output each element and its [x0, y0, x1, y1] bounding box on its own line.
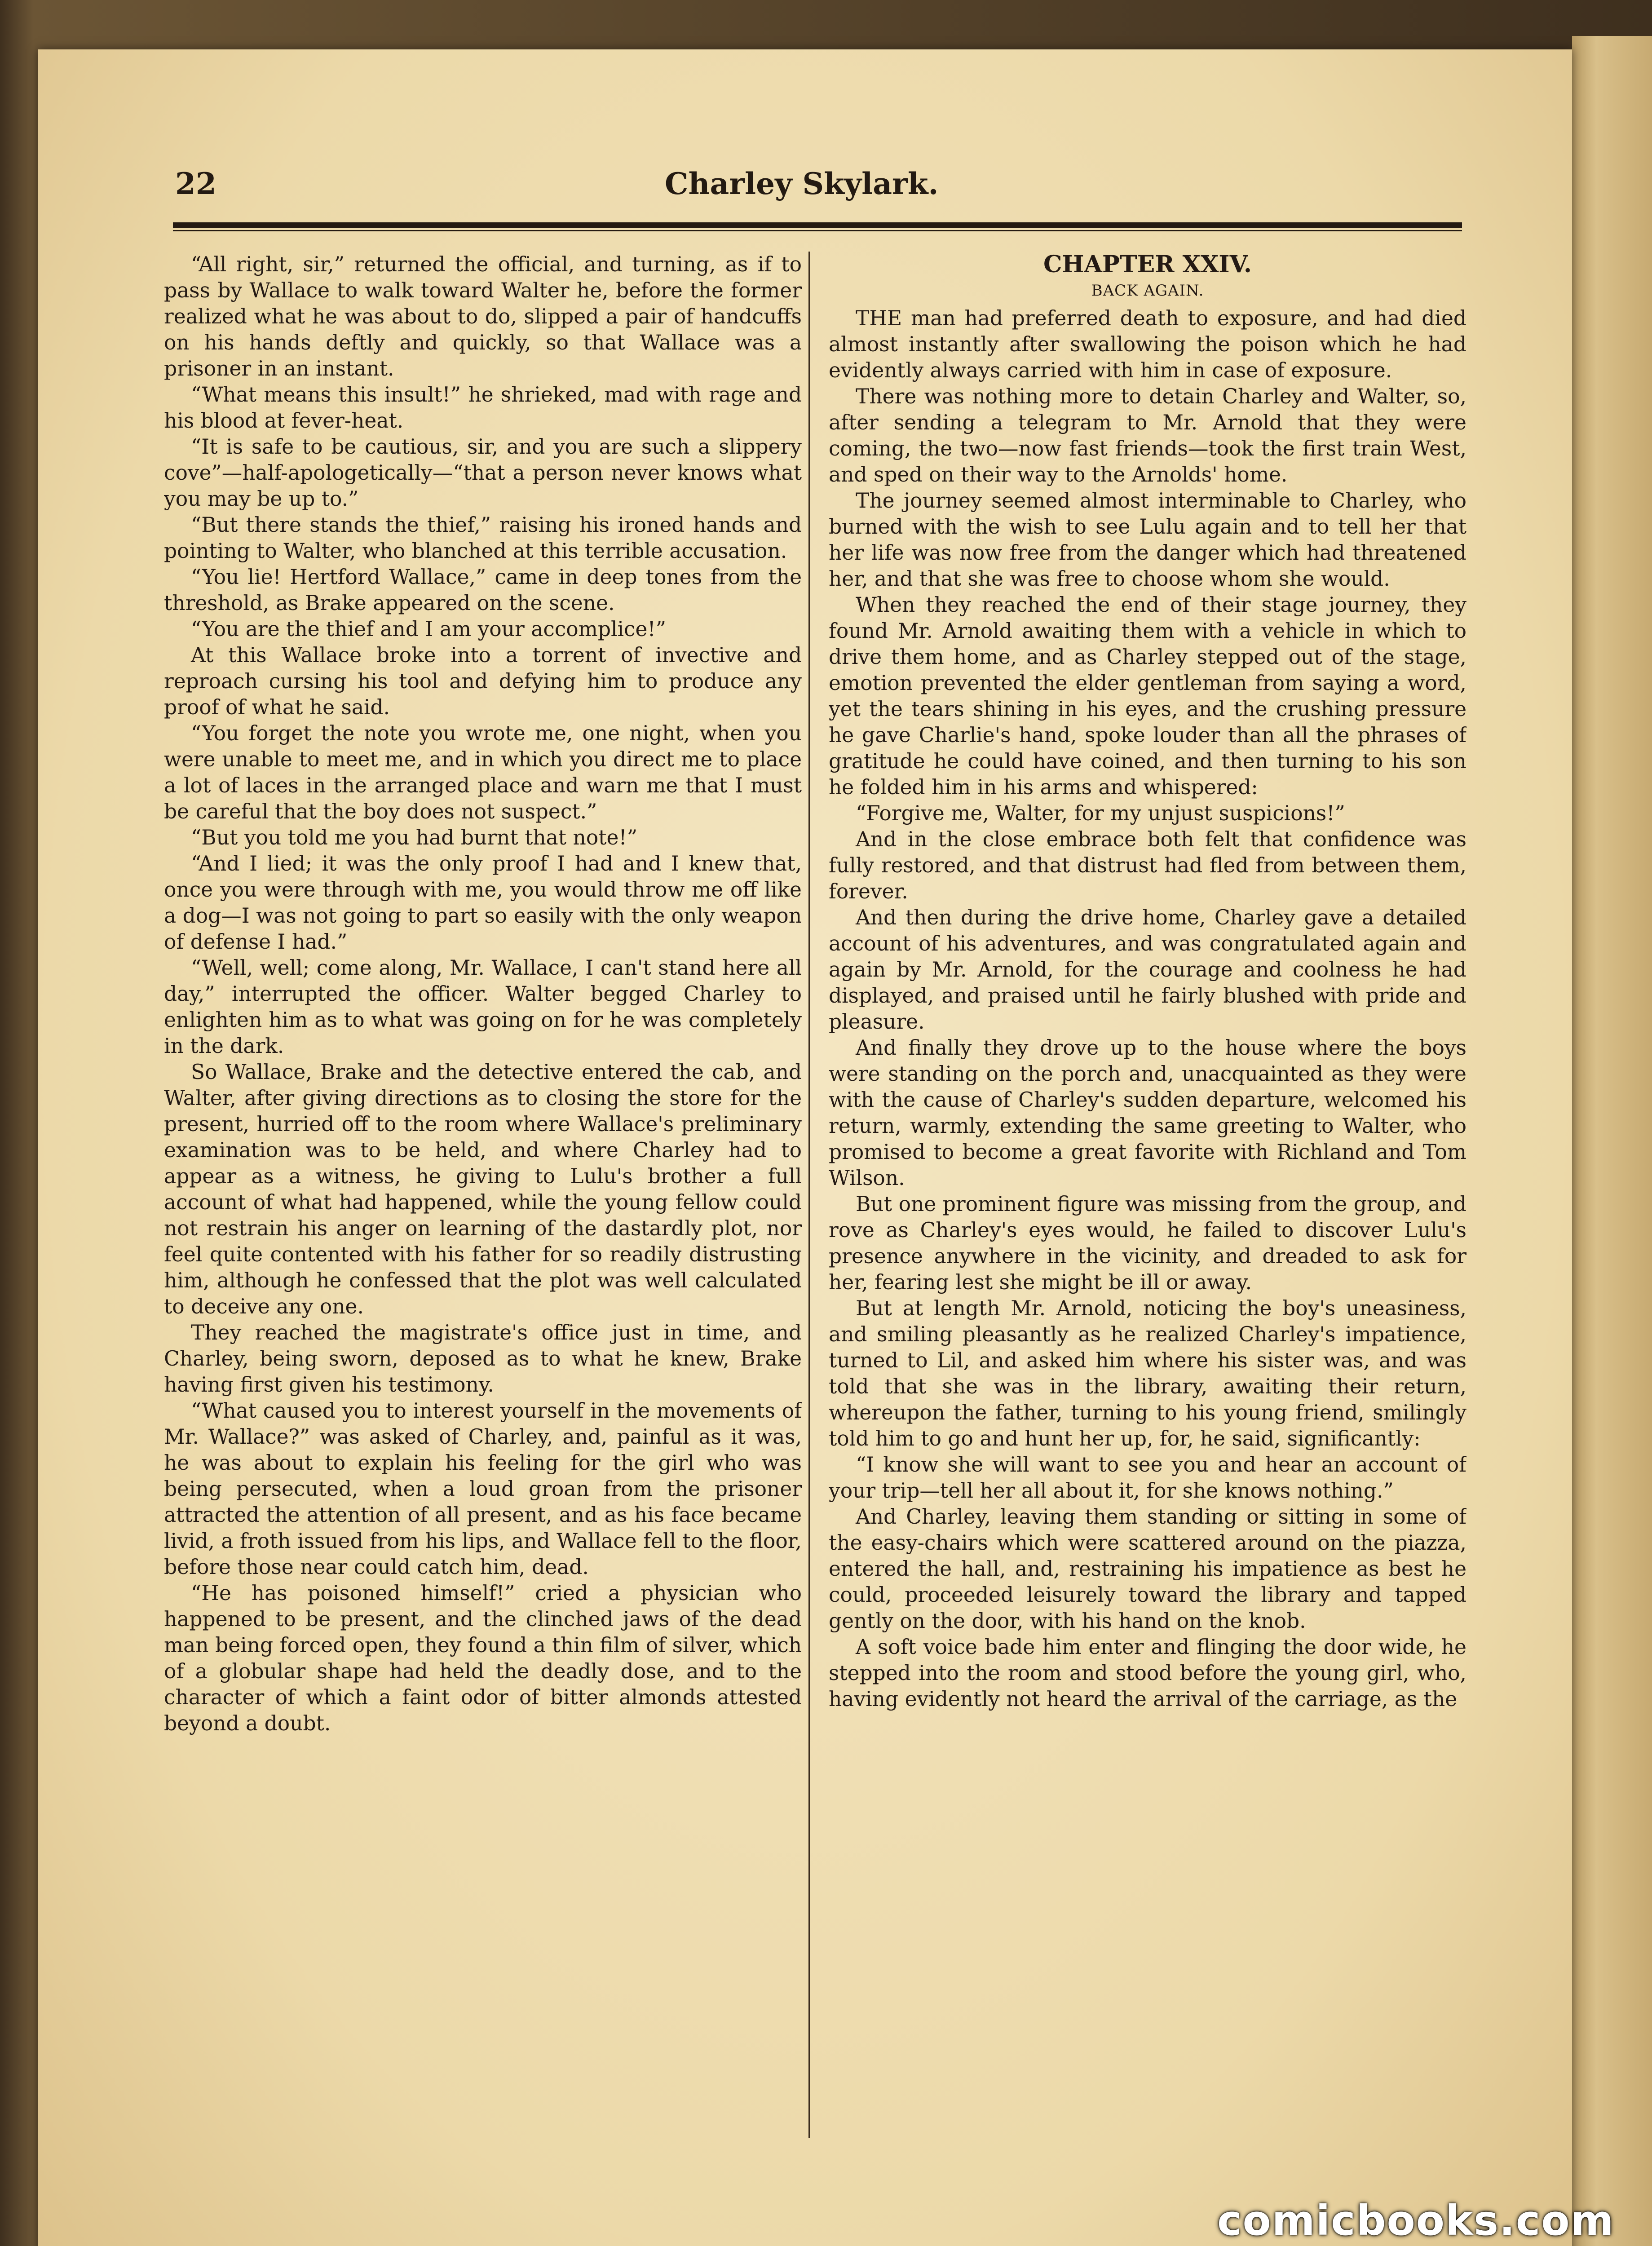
page-header — [135, 166, 1464, 216]
paragraph: And finally they drove up to the house where the boys were standing on the porch and, unacquainted as they were with the cause of Charley's sudden departure, welcomed his return, warmly, extending the same greeting to Walter, who promised to become a great favorite with Richland and Tom Wilson. — [829, 1036, 1466, 1190]
running-title: Charley Skylark. — [665, 166, 939, 201]
header-rule-thin — [173, 230, 1462, 231]
page-number: 22 — [175, 166, 216, 201]
paragraph: “What means this insult!” he shrieked, mad with rage and his blood at fever-heat. — [164, 383, 802, 433]
paragraph: “He has poisoned himself!” cried a physician who happened to be present, and the clinched jaws of the dead man being forced open, they found a thin film of silver, which of a globular shape had held the deadly dose, and to the character of which a faint odor of bitter almonds attested beyond a doubt. — [164, 1581, 802, 1735]
paragraph: “It is safe to be cautious, sir, and you are such a slippery cove”—half-apologetically—“that a person never knows what you may be up to.” — [164, 435, 802, 511]
left-column — [164, 252, 802, 2161]
paragraph: “All right, sir,” returned the official, and turning, as if to pass by Wallace to walk toward Walter he, before the former realized what he was about to do, slipped a pair of handcuffs on his hands deftly and quickly, so that Wallace was a prisoner in an instant. — [164, 252, 802, 380]
chapter-subtitle: BACK AGAIN. — [1091, 282, 1204, 300]
right-column — [829, 252, 1466, 2161]
paragraph: “What caused you to interest yourself in the movements of Mr. Wallace?” was asked of Charley, and, painful as it was, he was about to explain his feeling for the girl who was being persecuted, when a loud groan from the prisoner attracted the attention of all present, and as his face became livid, a froth issued from his lips, and Wallace fell to the floor, before those near could catch him, dead. — [164, 1399, 802, 1579]
paragraph: A soft voice bade him enter and flinging the door wide, he stepped into the room and stood before the young girl, who, having evidently not heard the arrival of the carriage, as the — [829, 1635, 1466, 1711]
paragraph: “Forgive me, Walter, for my unjust suspicions!” — [856, 801, 1345, 825]
paragraph: And then during the drive home, Charley gave a detailed account of his adventures, and was congratulated again and again by Mr. Arnold, for the courage and coolness he had displayed, and praised until he fairly blushed with pride and pleasure. — [829, 906, 1466, 1034]
paragraph: They reached the magistrate's office just in time, and Charley, being sworn, deposed as to what he knew, Brake having first given his testimony. — [164, 1321, 802, 1397]
paragraph: There was nothing more to detain Charley and Walter, so, after sending a telegram to Mr. Arnold that they were coming, the two—now fast friends—took the first train West, and sped on their way to the Arnolds' home. — [829, 385, 1466, 486]
paragraph: So Wallace, Brake and the detective entered the cab, and Walter, after giving directions as to closing the store for the present, hurried off to the room where Wallace's preliminary examination was to be held, and where Charley had to appear as a witness, he giving to Lulu's brother a full account of what had happened, while the young fellow could not restrain his anger on learning of the dastardly plot, nor feel quite contented with his father for so readily distrusting him, although he confessed that the plot was well calculated to deceive any one. — [164, 1060, 802, 1318]
paragraph: “Well, well; come along, Mr. Wallace, I can't stand here all day,” interrupted the officer. Walter begged Charley to enlighten him as to what was going on for he was completely in the dark. — [164, 956, 802, 1058]
paragraph: And in the close embrace both felt that confidence was fully restored, and that distrust had fled from between them, forever. — [829, 827, 1466, 903]
paragraph: “And I lied; it was the only proof I had and I knew that, once you were through with me, you would throw me off like a dog—I was not going to part so easily with the only weapon of defense I had.” — [164, 852, 802, 954]
paragraph: At this Wallace broke into a torrent of invective and reproach cursing his tool and defying him to produce any proof of what he said. — [164, 643, 802, 719]
paragraph: THE man had preferred death to exposure, and had died almost instantly after swallowing the poison which he had evidently always carried with him in case of exposure. — [829, 306, 1466, 382]
paragraph: “But there stands the thief,” raising his ironed hands and pointing to Walter, who blanched at this terrible accusation. — [164, 513, 802, 563]
paragraph: “But you told me you had burnt that note!” — [191, 826, 638, 849]
paragraph: But at length Mr. Arnold, noticing the boy's uneasiness, and smiling pleasantly as he realized Charley's impatience, turned to Lil, and asked him where his sister was, and was told that she was in the library, awaiting their return, whereupon the father, turning to his young friend, smilingly told him to go and hunt her up, for, he said, significantly: — [829, 1296, 1466, 1450]
paragraph: “You lie! Hertford Wallace,” came in deep tones from the threshold, as Brake appeared on the scene. — [164, 565, 802, 615]
paragraph: “You forget the note you wrote me, one night, when you were unable to meet me, and in which you direct me to place a lot of laces in the arranged place and warn me that I must be careful that the boy does not suspect.” — [164, 721, 802, 823]
paragraph: When they reached the end of their stage journey, they found Mr. Arnold awaiting them with a vehicle in which to drive them home, and as Charley stepped out of the stage, emotion prevented the elder gentleman from saying a word, yet the tears shining in his eyes, and the crushing pressure he gave Charlie's hand, spoke louder than all the phrases of gratitude he could have coined, and then turning to his son he folded him in his arms and whispered: — [829, 593, 1466, 799]
paragraph: And Charley, leaving them standing or sitting in some of the easy-chairs which were scattered around on the piazza, entered the hall, and, restraining his impatience as best he could, proceeded leisurely toward the library and tapped gently on the door, with his hand on the knob. — [829, 1505, 1466, 1633]
paragraph: “You are the thief and I am your accomplice!” — [191, 617, 667, 641]
adjacent-page-edge — [1572, 36, 1652, 2246]
watermark: comicbooks.com — [1217, 2197, 1615, 2245]
column-divider — [808, 252, 810, 2138]
chapter-title: CHAPTER XXIV. — [1043, 252, 1252, 278]
paragraph: But one prominent figure was missing from the group, and rove as Charley's eyes would, he failed to discover Lulu's presence anywhere in the vicinity, and dreaded to ask for her, fearing lest she might be ill or away. — [829, 1192, 1466, 1294]
header-rule — [173, 222, 1462, 228]
paragraph: “I know she will want to see you and hear an account of your trip—tell her all about it, for she knows nothing.” — [829, 1453, 1466, 1503]
paragraph: The journey seemed almost interminable to Charley, who burned with the wish to see Lulu again and to tell her that her life was now free from the danger which had threatened her, and that she was free to choose whom she would. — [829, 489, 1466, 591]
